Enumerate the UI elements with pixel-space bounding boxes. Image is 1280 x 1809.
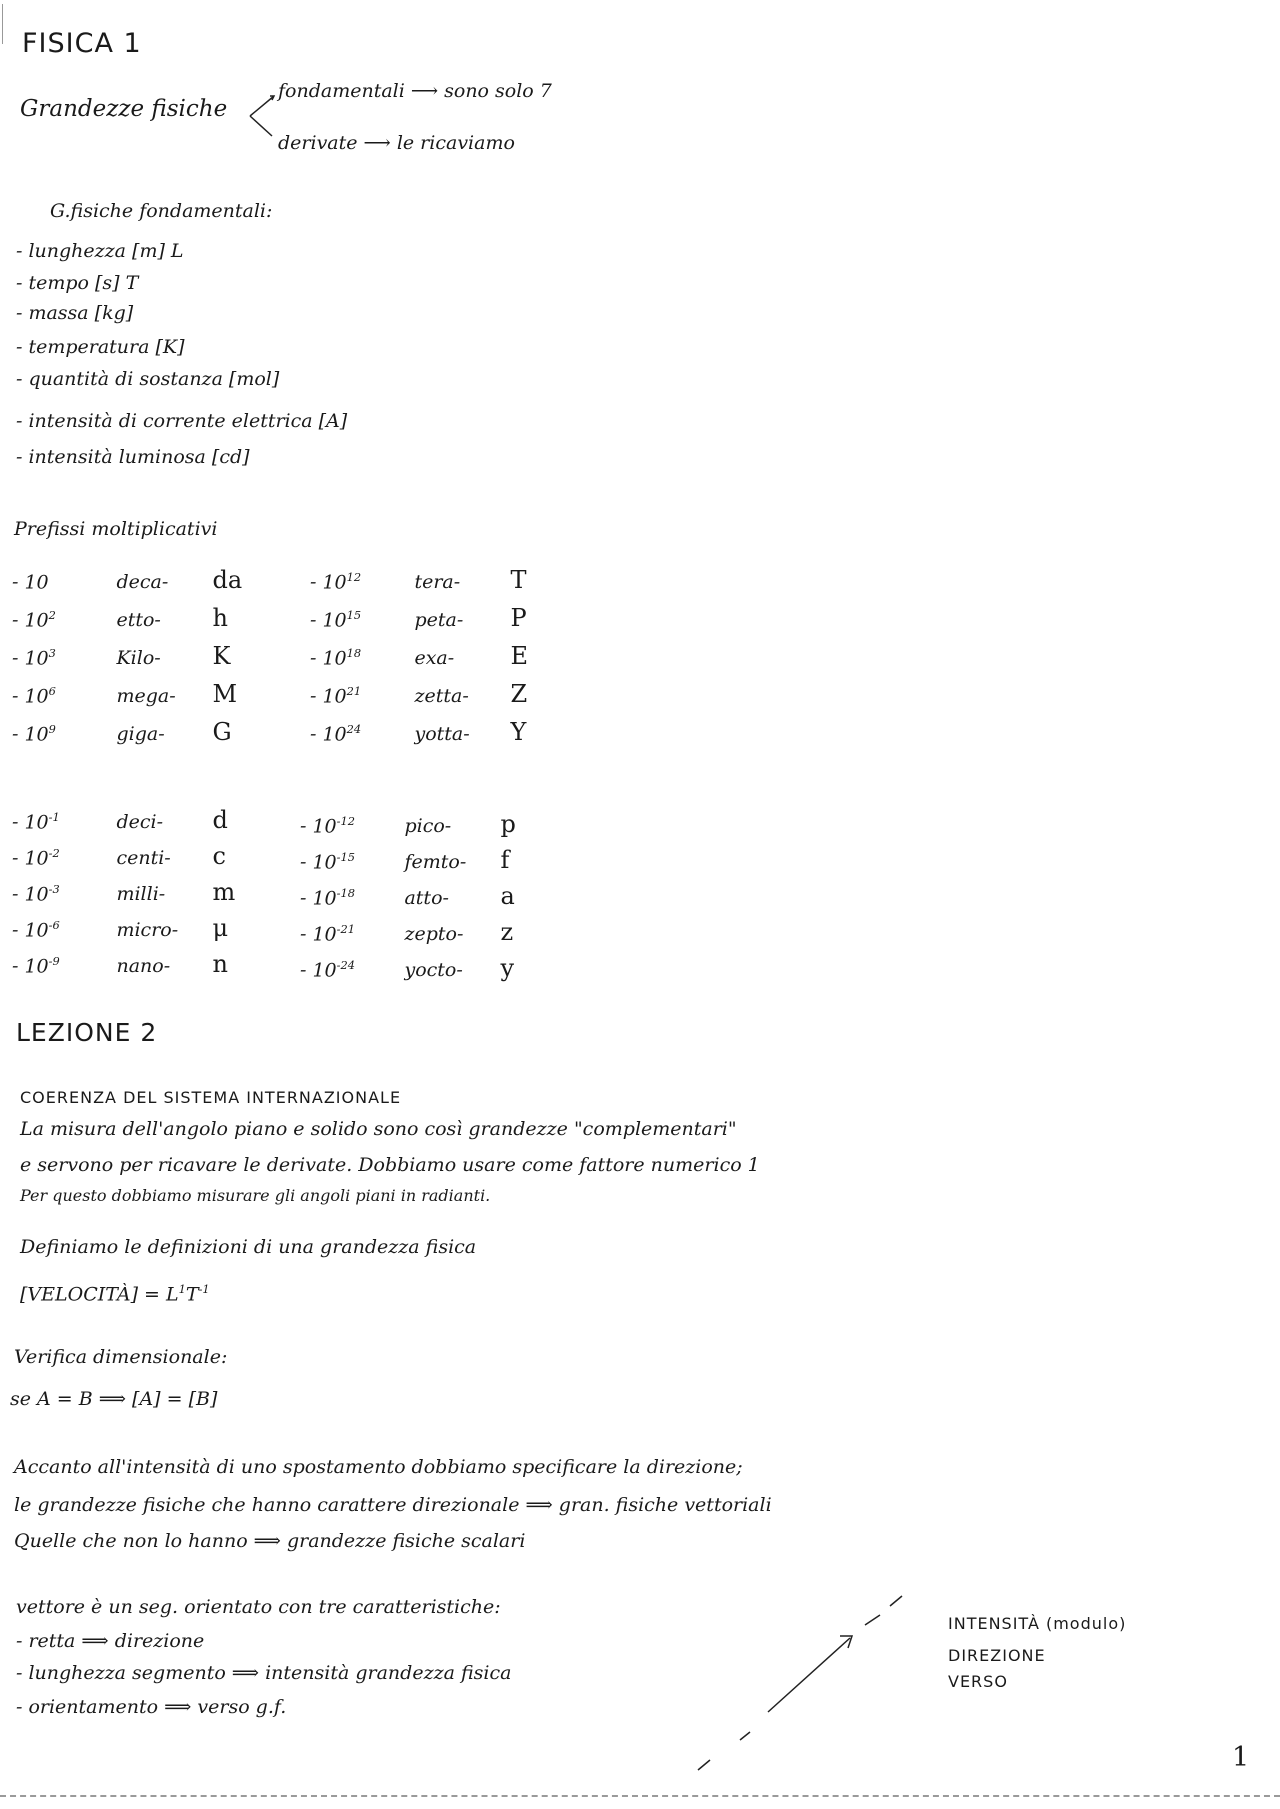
prefix-power-group — [24, 722, 90, 745]
prefix-dash: - — [310, 571, 323, 593]
prefix-exponent: 12 — [346, 569, 362, 584]
prefix-row — [310, 680, 527, 708]
prefix-symbol: f — [500, 846, 510, 874]
fondamentali-item: - quantità di sostanza [mol] — [16, 368, 280, 390]
prefix-row — [12, 566, 242, 594]
prefix-name: deci- — [116, 811, 164, 833]
prefix-power-group — [322, 722, 388, 745]
velocita-exp1: 1 — [178, 1282, 186, 1296]
prefix-exponent: -24 — [336, 957, 355, 972]
branch-derivate: derivate ⟶ le ricaviamo — [278, 132, 515, 154]
prefix-name: milli- — [116, 883, 166, 905]
page-title: FISICA 1 — [22, 28, 142, 59]
prefix-name: nano- — [116, 955, 171, 977]
coerenza-line: Per questo dobbiamo misurare gli angoli piani in radianti. — [20, 1186, 491, 1205]
vettori-line: Quelle che non lo hanno ⟹ grandezze fisiche scalari — [14, 1530, 526, 1552]
prefix-symbol: Y — [510, 718, 527, 746]
prefix-name: mega- — [116, 685, 176, 707]
prefix-power-group — [24, 570, 90, 593]
prefix-power-group — [322, 570, 388, 593]
prefix-exponent: 9 — [48, 721, 56, 736]
prefix-power: 10 — [322, 723, 347, 745]
prefix-row — [310, 718, 526, 746]
prefix-symbol: K — [212, 642, 231, 670]
prefix-row — [310, 642, 528, 670]
prefix-row — [12, 680, 237, 708]
coerenza-heading: COERENZA DEL SISTEMA INTERNAZIONALE — [20, 1088, 402, 1107]
branch-fondamentali: fondamentali ⟶ sono solo 7 — [278, 80, 552, 102]
prefix-name: deca- — [116, 571, 169, 593]
velocita-exp2: -1 — [198, 1282, 210, 1296]
prefix-dash: - — [300, 851, 313, 873]
fondamentali-item: - tempo [s] T — [16, 272, 139, 294]
prefix-dash: - — [12, 811, 25, 833]
prefix-exponent: -1 — [48, 809, 60, 824]
prefix-power: 10 — [322, 685, 347, 707]
prefix-exponent: 18 — [346, 645, 362, 660]
prefix-power: 10 — [322, 571, 347, 593]
prefix-power: 10 — [322, 647, 347, 669]
vettori-line: le grandezze fisiche che hanno carattere direzionale ⟹ gran. fisiche vettoriali — [14, 1494, 772, 1516]
prefix-row — [12, 806, 228, 834]
prefix-exponent: 6 — [48, 683, 56, 698]
prefix-row — [310, 604, 527, 632]
prefix-name: centi- — [116, 847, 171, 869]
prefix-exponent: 24 — [346, 721, 362, 736]
prefix-symbol: E — [510, 642, 528, 670]
prefix-power: 10 — [24, 919, 49, 941]
caratteristica-verso: VERSO — [948, 1672, 1008, 1691]
prefix-dash: - — [12, 685, 25, 707]
velocita-mid: T — [185, 1283, 199, 1306]
prefix-power: 10 — [24, 955, 49, 977]
prefix-power: 10 — [312, 851, 337, 873]
prefix-power-group — [322, 608, 388, 631]
coerenza-line: La misura dell'angolo piano e solido sono così grandezze "complementari" — [20, 1118, 737, 1140]
prefix-symbol: Z — [510, 680, 528, 708]
prefix-power-group — [24, 608, 90, 631]
prefix-exponent: -2 — [48, 845, 60, 860]
prefix-exponent: 2 — [48, 607, 56, 622]
prefix-power: 10 — [24, 883, 49, 905]
verifica-heading: Verifica dimensionale: — [14, 1346, 228, 1368]
prefix-exponent: -12 — [336, 813, 355, 828]
velocita-label: [VELOCITÀ] = L — [20, 1283, 179, 1306]
prefix-dash: - — [12, 955, 25, 977]
prefix-power-group — [24, 846, 90, 869]
prefix-power-group — [312, 814, 378, 837]
prefix-name: atto- — [404, 887, 449, 909]
prefix-power-group — [312, 958, 378, 981]
prefissi-heading: Prefissi moltiplicativi — [14, 518, 218, 540]
prefix-row — [12, 842, 226, 870]
prefix-name: Kilo- — [116, 647, 161, 669]
prefix-row — [310, 566, 526, 594]
prefix-dash: - — [310, 685, 323, 707]
fondamentali-item: - lunghezza [m] L — [16, 240, 184, 262]
definiamo-line: Definiamo le definizioni di una grandezza fisica — [20, 1236, 477, 1258]
prefix-power-group — [24, 646, 90, 669]
prefix-row — [12, 878, 235, 906]
prefix-dash: - — [12, 571, 25, 593]
prefix-symbol: M — [212, 680, 238, 708]
prefix-symbol: P — [510, 604, 527, 632]
prefix-row — [12, 642, 230, 670]
prefix-exponent: 3 — [48, 645, 56, 660]
prefix-row — [12, 950, 228, 978]
prefix-exponent: -21 — [336, 921, 355, 936]
prefix-symbol: z — [500, 918, 514, 946]
prefix-symbol: a — [500, 882, 515, 910]
prefix-name: etto- — [116, 609, 161, 631]
prefix-symbol: c — [212, 842, 226, 870]
prefix-power-group — [312, 922, 378, 945]
prefix-dash: - — [300, 815, 313, 837]
prefix-symbol: da — [212, 566, 243, 594]
prefix-power-group — [312, 850, 378, 873]
prefix-row — [12, 718, 232, 746]
prefix-dash: - — [12, 647, 25, 669]
prefix-power-group — [24, 684, 90, 707]
prefix-name: exa- — [414, 647, 455, 669]
fondamentali-heading: G.fisiche fondamentali: — [50, 200, 273, 222]
prefix-dash: - — [310, 609, 323, 631]
prefix-symbol: G — [212, 718, 232, 746]
prefix-power: 10 — [312, 815, 337, 837]
prefix-power: 10 — [24, 609, 49, 631]
prefix-power-group — [312, 886, 378, 909]
prefix-exponent: -3 — [48, 881, 60, 896]
vettori-line: Accanto all'intensità di uno spostamento dobbiamo specificare la direzione; — [14, 1456, 743, 1478]
prefix-exponent: 21 — [346, 683, 362, 698]
prefix-power-group — [24, 918, 90, 941]
fondamentali-item: - massa [kg] — [16, 302, 134, 324]
prefix-name: zepto- — [404, 923, 464, 945]
vettore-item: - orientamento ⟹ verso g.f. — [16, 1696, 287, 1718]
prefix-power: 10 — [312, 959, 337, 981]
lezione-title: LEZIONE 2 — [16, 1018, 158, 1047]
prefix-power-group — [24, 810, 90, 833]
prefix-row — [12, 914, 228, 942]
prefix-dash: - — [12, 919, 25, 941]
prefix-row — [300, 882, 515, 910]
prefix-name: zetta- — [414, 685, 469, 707]
vettore-heading: vettore è un seg. orientato con tre caratteristiche: — [16, 1596, 501, 1618]
prefix-row — [300, 810, 516, 838]
prefix-name: peta- — [414, 609, 464, 631]
prefix-name: yotta- — [414, 723, 470, 745]
prefix-power: 10 — [312, 887, 337, 909]
prefix-power: 10 — [24, 811, 49, 833]
vettore-item: - lunghezza segmento ⟹ intensità grandezza fisica — [16, 1662, 512, 1684]
page-bottom-edge — [0, 1795, 1280, 1797]
prefix-name: micro- — [116, 919, 179, 941]
prefix-dash: - — [12, 883, 25, 905]
prefix-dash: - — [12, 847, 25, 869]
prefix-power: 10 — [24, 847, 49, 869]
prefix-exponent: 15 — [346, 607, 362, 622]
prefix-row — [300, 846, 509, 874]
branch-brace-icon — [248, 92, 278, 142]
prefix-exponent: -9 — [48, 953, 60, 968]
prefix-power: 10 — [322, 609, 347, 631]
prefix-exponent: -18 — [336, 885, 355, 900]
prefix-symbol: p — [500, 810, 516, 838]
prefix-power: 10 — [312, 923, 337, 945]
verifica-formula: se A = B ⟹ [A] = [B] — [10, 1388, 218, 1410]
prefix-power-group — [24, 954, 90, 977]
prefix-power: 10 — [24, 647, 49, 669]
prefix-power: 10 — [24, 571, 49, 593]
prefix-exponent: -6 — [48, 917, 60, 932]
prefix-name: yocto- — [404, 959, 463, 981]
prefix-dash: - — [310, 723, 323, 745]
prefix-name: pico- — [404, 815, 452, 837]
prefix-dash: - — [300, 887, 313, 909]
prefix-power-group — [24, 882, 90, 905]
prefix-name: femto- — [404, 851, 467, 873]
caratteristica-intensita: INTENSITÀ (modulo) — [948, 1614, 1127, 1633]
prefix-power-group — [322, 646, 388, 669]
fondamentali-item: - intensità luminosa [cd] — [16, 446, 250, 468]
prefix-symbol: n — [212, 950, 228, 978]
prefix-power-group — [322, 684, 388, 707]
prefix-power: 10 — [24, 723, 49, 745]
fondamentali-item: - temperatura [K] — [16, 336, 185, 358]
prefix-name: giga- — [116, 723, 165, 745]
prefix-dash: - — [300, 959, 313, 981]
prefix-exponent: -15 — [336, 849, 355, 864]
coerenza-line: e servono per ricavare le derivate. Dobbiamo usare come fattore numerico 1 — [20, 1154, 760, 1176]
margin-mark — [2, 4, 3, 44]
prefix-symbol: μ — [212, 914, 229, 942]
prefix-row — [12, 604, 228, 632]
vettore-item: - retta ⟹ direzione — [16, 1630, 205, 1652]
prefix-dash: - — [310, 647, 323, 669]
prefix-dash: - — [12, 609, 25, 631]
prefix-power: 10 — [24, 685, 49, 707]
grandezze-label: Grandezze fisiche — [20, 96, 228, 122]
velocita-formula — [20, 1282, 210, 1305]
prefix-symbol: d — [212, 806, 228, 834]
prefix-symbol: T — [510, 566, 527, 594]
prefix-symbol: m — [212, 878, 236, 906]
prefix-symbol: y — [500, 954, 515, 982]
prefix-name: tera- — [414, 571, 461, 593]
caratteristica-direzione: DIREZIONE — [948, 1646, 1046, 1665]
prefix-row — [300, 918, 513, 946]
prefix-symbol: h — [212, 604, 228, 632]
prefix-dash: - — [300, 923, 313, 945]
fondamentali-item: - intensità di corrente elettrica [A] — [16, 410, 348, 432]
vector-arrow-icon — [690, 1580, 920, 1780]
prefix-dash: - — [12, 723, 25, 745]
page-number: 1 — [1232, 1742, 1250, 1773]
prefix-row — [300, 954, 514, 982]
